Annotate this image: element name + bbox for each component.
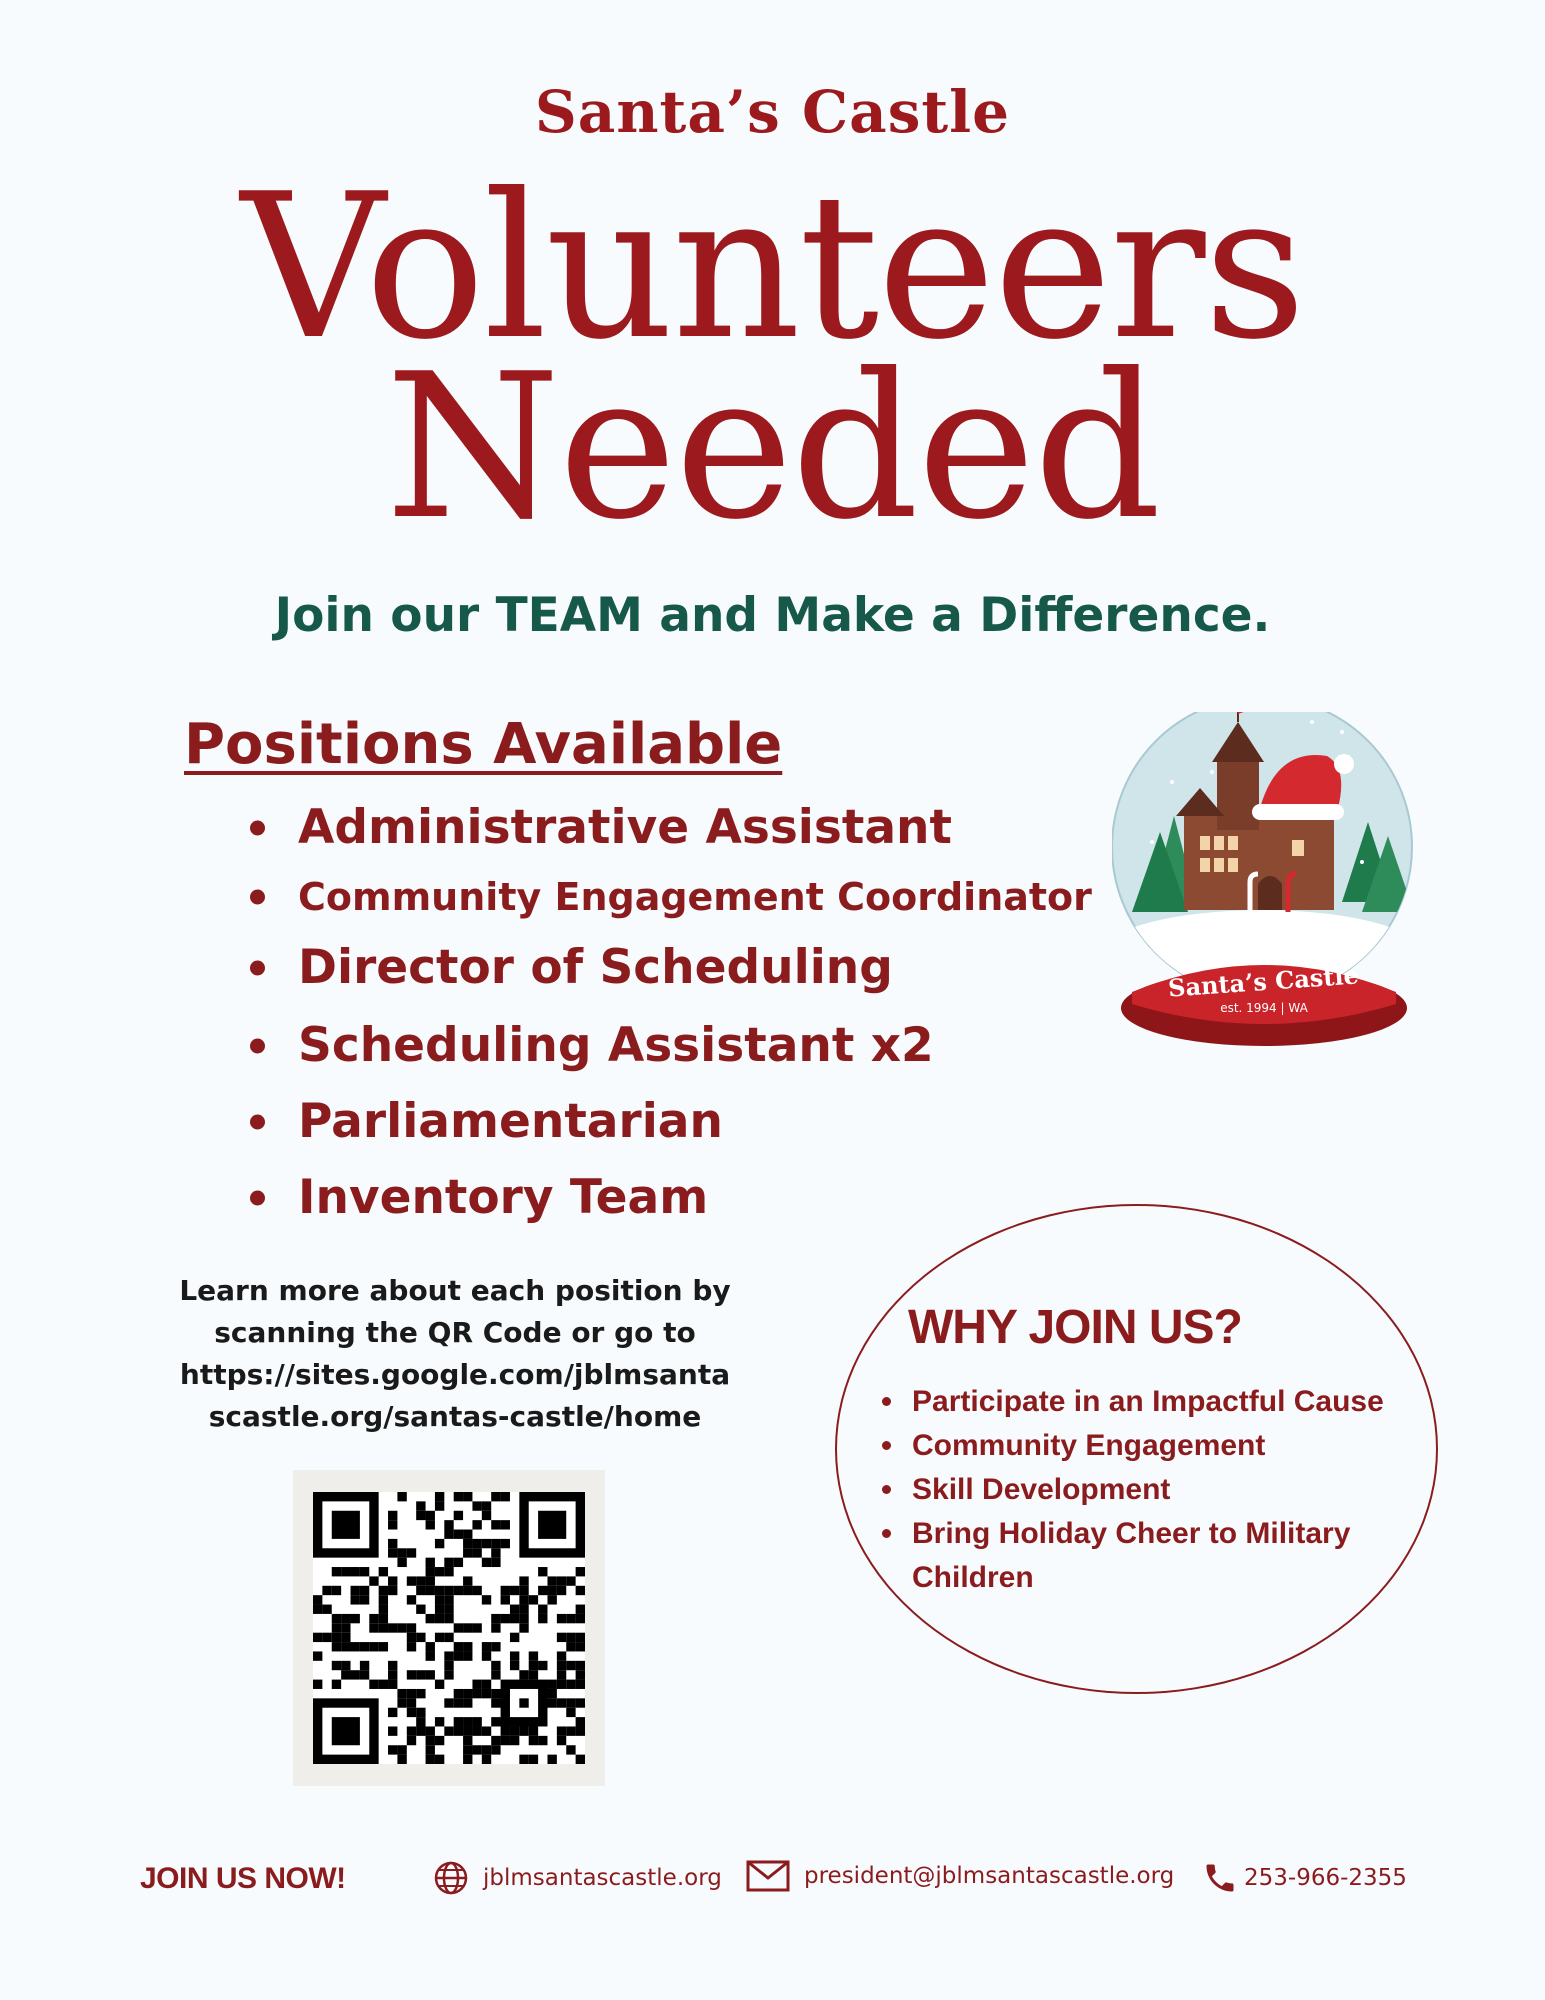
position-item: Scheduling Assistant x2 <box>248 1008 1092 1084</box>
logo-established: est. 1994 | WA <box>1220 1001 1308 1015</box>
positions-title: Positions Available <box>184 712 783 777</box>
headline-volunteers: Volunteers <box>240 151 1305 384</box>
learn-more-line: scanning the QR Code or go to <box>214 1316 696 1349</box>
why-join-title: WHY JOIN US? <box>908 1301 1242 1354</box>
why-join-list <box>880 1380 1420 1600</box>
phone-icon <box>1202 1860 1238 1896</box>
phone-text[interactable]: 253-966-2355 <box>1244 1865 1407 1891</box>
learn-more-url[interactable]: https://sites.google.com/jblmsanta <box>179 1358 731 1391</box>
learn-more-line: Learn more about each position by <box>179 1274 731 1307</box>
position-item: Director of Scheduling <box>248 928 1092 1008</box>
position-item: Administrative Assistant <box>248 790 1092 866</box>
positions-list <box>248 790 1092 1236</box>
position-item: Inventory Team <box>248 1160 1092 1236</box>
learn-more-text <box>170 1270 740 1438</box>
envelope-icon <box>746 1860 790 1892</box>
position-item: Parliamentarian <box>248 1084 1092 1160</box>
globe-icon <box>433 1860 469 1896</box>
headline-needed: Needed <box>385 331 1160 564</box>
brand-title: Santa’s Castle <box>534 78 1011 146</box>
position-item: Community Engagement Coordinator <box>248 866 1092 928</box>
why-join-item: Bring Holiday Cheer to Military Children <box>880 1512 1382 1600</box>
join-us-now: JOIN US NOW! <box>140 1862 346 1895</box>
why-join-item: Participate in an Impactful Cause <box>880 1380 1420 1424</box>
email-text[interactable]: president@jblmsantascastle.org <box>804 1863 1175 1889</box>
snow-globe-logo <box>1112 712 1422 1062</box>
why-join-item: Skill Development <box>880 1468 1420 1512</box>
qr-code-icon <box>313 1492 585 1764</box>
learn-more-url[interactable]: scastle.org/santas-castle/home <box>208 1400 702 1433</box>
footer-phone[interactable] <box>1202 1860 1407 1896</box>
tagline: Join our TEAM and Make a Difference. <box>274 588 1271 643</box>
why-join-item: Community Engagement <box>880 1424 1420 1468</box>
footer-website[interactable] <box>433 1860 722 1896</box>
footer-email[interactable] <box>746 1860 1174 1892</box>
website-text[interactable]: jblmsantascastle.org <box>483 1865 722 1891</box>
logo-name: Santa’s Castle <box>1167 960 1360 1003</box>
qr-code[interactable] <box>293 1470 605 1786</box>
